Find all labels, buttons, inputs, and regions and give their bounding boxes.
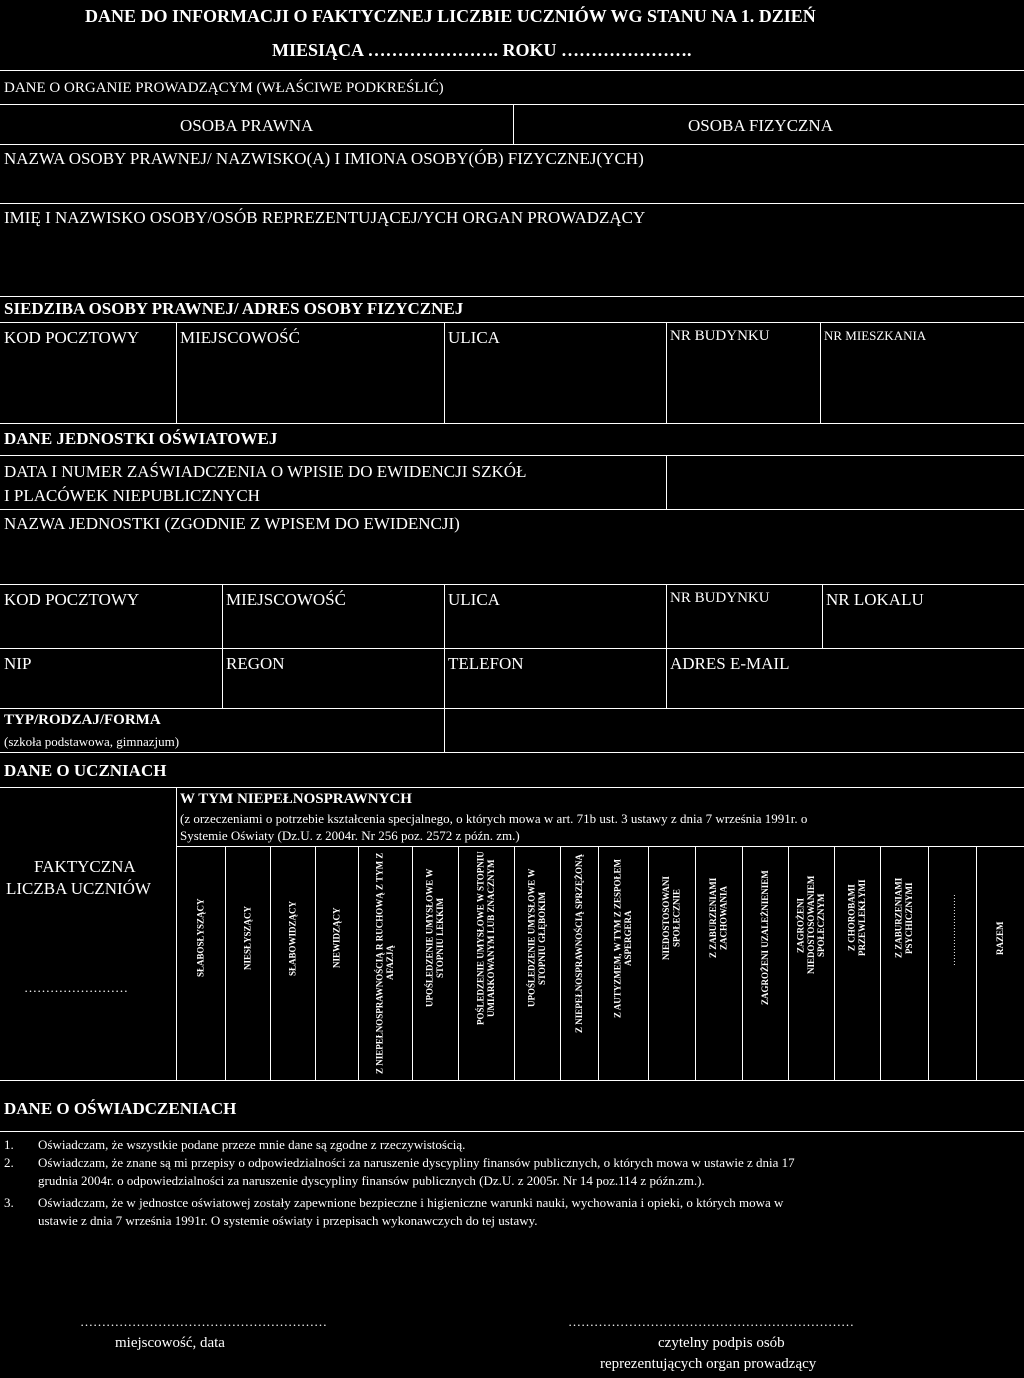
divider — [513, 104, 514, 144]
column-header: …………………… — [946, 894, 957, 966]
divider — [0, 423, 1024, 424]
organ-city-label: MIEJSCOWOŚĆ — [180, 328, 300, 347]
seat-header: SIEDZIBA OSOBY PRAWNEJ/ ADRES OSOBY FIZYCZNEJ — [4, 299, 464, 318]
divider — [822, 584, 823, 648]
signature-label-line2: reprezentujących organ prowadzący — [600, 1356, 817, 1372]
divider — [176, 322, 177, 423]
organ-section-header: DANE O ORGANIE PROWADZĄCYM (WŁAŚCIWE PODKREŚLIĆ) — [4, 80, 444, 96]
column-header: UPOŚLEDZENIE UMYSŁOWE W STOPNIU GŁĘBOKIM — [526, 868, 547, 1008]
unit-section-header: DANE JEDNOSTKI OŚWIATOWEJ — [4, 429, 278, 448]
column-header: NIESŁYSZĄCY — [242, 905, 253, 971]
divider — [0, 509, 1024, 510]
column-header: Z CHOROBAMI PRZEWLEKŁYMI — [846, 879, 867, 957]
column-header: NIEDOSTOSOWANI SPOŁECZNIE — [661, 876, 682, 960]
option-legal-person[interactable]: OSOBA PRAWNA — [180, 116, 314, 135]
disabled-note-line1: (z orzeczeniami o potrzebie kształcenia specjalnego, o których mowa w art. 71b ust. 3 ustawy z dnia 7 września 1991r. o — [180, 811, 808, 826]
place-date-label: miejscowość, data — [115, 1335, 225, 1351]
certificate-label-line1: DATA I NUMER ZAŚWIADCZENIA O WPISIE DO EWIDENCJI SZKÓŁ — [4, 462, 527, 481]
divider — [0, 1131, 1024, 1132]
divider — [444, 322, 445, 423]
divider — [0, 1080, 1024, 1081]
column-header: UPOŚLEDZENIE UMYSŁOWE W STOPNIU LEKKIM — [424, 868, 445, 1008]
divider — [0, 648, 1024, 649]
form-title-line2: MIESIĄCA …………………. ROKU …………………. — [272, 40, 692, 60]
representative-label: IMIĘ I NAZWISKO OSOBY/OSÓB REPREZENTUJĄCEJ/YCH ORGAN PROWADZĄCY — [4, 208, 646, 227]
divider — [444, 584, 445, 708]
unit-street-label: ULICA — [448, 590, 500, 609]
column-header: Z NIEPEŁNOSPRAWNOŚCIĄ SPRZĘŻONĄ — [573, 853, 584, 1033]
divider — [0, 708, 1024, 709]
divider — [0, 203, 1024, 204]
declaration-text: Oświadczam, że znane są mi przepisy o odpowiedzialności za naruszenie dyscypliny finansów publicznych, o których mowa w ustawie z dnia 17 — [38, 1155, 795, 1170]
organ-street-label: ULICA — [448, 328, 500, 347]
organ-building-label: NR BUDYNKU — [670, 328, 770, 344]
column-header: Z ZABURZENIAMI ZACHOWANIA — [708, 877, 729, 959]
divider — [820, 322, 821, 423]
actual-count-label-line2: LICZBA UCZNIÓW — [6, 879, 151, 898]
disabled-note-line2: Systemie Oświaty (Dz.U. z 2004r. Nr 256 poz. 2572 z późn. zm.) — [180, 828, 520, 843]
form-title-line1: DANE DO INFORMACJI O FAKTYCZNEJ LICZBIE UCZNIÓW WG STANU NA 1. DZIEŃ — [85, 6, 816, 26]
disabled-header: W TYM NIEPEŁNOSPRAWNYCH — [180, 791, 412, 807]
declaration-text: Oświadczam, że wszystkie podane przeze mnie dane są zgodne z rzeczywistością. — [38, 1137, 466, 1152]
column-header: SŁABOSŁYSZĄCY — [195, 898, 206, 978]
divider — [666, 322, 667, 423]
actual-count-dots: …………………… — [24, 980, 128, 995]
unit-city-label: MIEJSCOWOŚĆ — [226, 590, 346, 609]
unit-building-label: NR BUDYNKU — [670, 590, 770, 606]
divider — [666, 455, 667, 509]
divider — [0, 752, 1024, 753]
column-header: ZAGROŻENI UZALEŻNIENIEM — [759, 870, 770, 1006]
declaration-text: grudnia 2004r. o odpowiedzialności za naruszenie dyscypliny finansów publicznych (Dz.U. z 2005r. Nr 14 poz.114 z późn.zm.). — [38, 1173, 705, 1188]
signature-dots: ………………………………………………………… — [568, 1314, 854, 1329]
phone-label: TELEFON — [448, 654, 524, 673]
divider — [666, 584, 667, 708]
type-hint: (szkoła podstawowa, gimnazjum) — [4, 734, 180, 749]
actual-count-label-line1: FAKTYCZNA — [34, 857, 136, 876]
email-label: ADRES E-MAIL — [670, 654, 790, 673]
divider — [0, 455, 1024, 456]
declaration-text: ustawie z dnia 7 września 1991r. O systemie oświaty i przepisach wykonawczych do tej ustawy. — [38, 1213, 538, 1228]
declaration-number: 3. — [4, 1195, 14, 1210]
declaration-number: 2. — [4, 1155, 14, 1170]
regon-label: REGON — [226, 654, 285, 673]
divider — [0, 104, 1024, 105]
column-header: Z NIEPEŁNOSPRAWNOŚCIĄ R RUCHOWĄ Z TYM Z AFAZJĄ — [374, 852, 395, 1074]
students-section-header: DANE O UCZNIACH — [4, 761, 167, 780]
declaration-text: Oświadczam, że w jednostce oświatowej zostały zapewnione bezpieczne i higieniczne warunki nauki, wychowania i opieki, o których mowa w — [38, 1195, 784, 1210]
divider — [0, 296, 1024, 297]
certificate-label-line2: I PLACÓWEK NIEPUBLICZNYCH — [4, 486, 260, 505]
divider — [176, 846, 1024, 847]
column-header: NIEWIDZĄCY — [331, 907, 342, 969]
declaration-number: 1. — [4, 1137, 14, 1152]
place-date-dots: ………………………………………………… — [80, 1314, 327, 1329]
divider — [0, 70, 1024, 71]
divider — [444, 708, 445, 752]
signature-label-line1: czytelny podpis osób — [658, 1335, 785, 1351]
organ-apartment-label: NR MIESZKANIA — [824, 328, 927, 343]
nip-label: NIP — [4, 654, 32, 673]
organ-name-label: NAZWA OSOBY PRAWNEJ/ NAZWISKO(A) I IMIONA OSOBY(ÓB) FIZYCZNEJ(YCH) — [4, 149, 644, 168]
column-header: Z AUTYZMEM, W TYM Z ZESPOŁEM ASPERGERA — [612, 858, 633, 1018]
organ-postal-code-label: KOD POCZTOWY — [4, 328, 140, 347]
column-header: SŁABOWIDZĄCY — [287, 900, 298, 976]
unit-postal-code-label: KOD POCZTOWY — [4, 590, 140, 609]
unit-name-label: NAZWA JEDNOSTKI (ZGODNIE Z WPISEM DO EWIDENCJI) — [4, 514, 460, 533]
option-natural-person[interactable]: OSOBA FIZYCZNA — [688, 116, 833, 135]
column-header-total: RAZEM — [994, 921, 1005, 955]
column-header: Z ZABURZENIAMI PSYCHICZNYMI — [893, 877, 914, 959]
column-header: ZAGROŻENI NIEDOSTOSOWANIEM SPOŁECZNYM — [795, 875, 827, 975]
declarations-section-header: DANE O OŚWIADCZENIACH — [4, 1099, 237, 1118]
divider — [222, 584, 223, 708]
unit-premises-label: NR LOKALU — [826, 590, 924, 609]
divider — [0, 584, 1024, 585]
column-header: POŚLEDZENIE UMYSŁOWE W STOPNIU UMIARKOWANYM LUB ZNACZNYM — [475, 851, 496, 1025]
divider — [0, 322, 1024, 323]
divider — [0, 144, 1024, 145]
divider — [0, 787, 1024, 788]
type-label: TYP/RODZAJ/FORMA — [4, 712, 161, 728]
